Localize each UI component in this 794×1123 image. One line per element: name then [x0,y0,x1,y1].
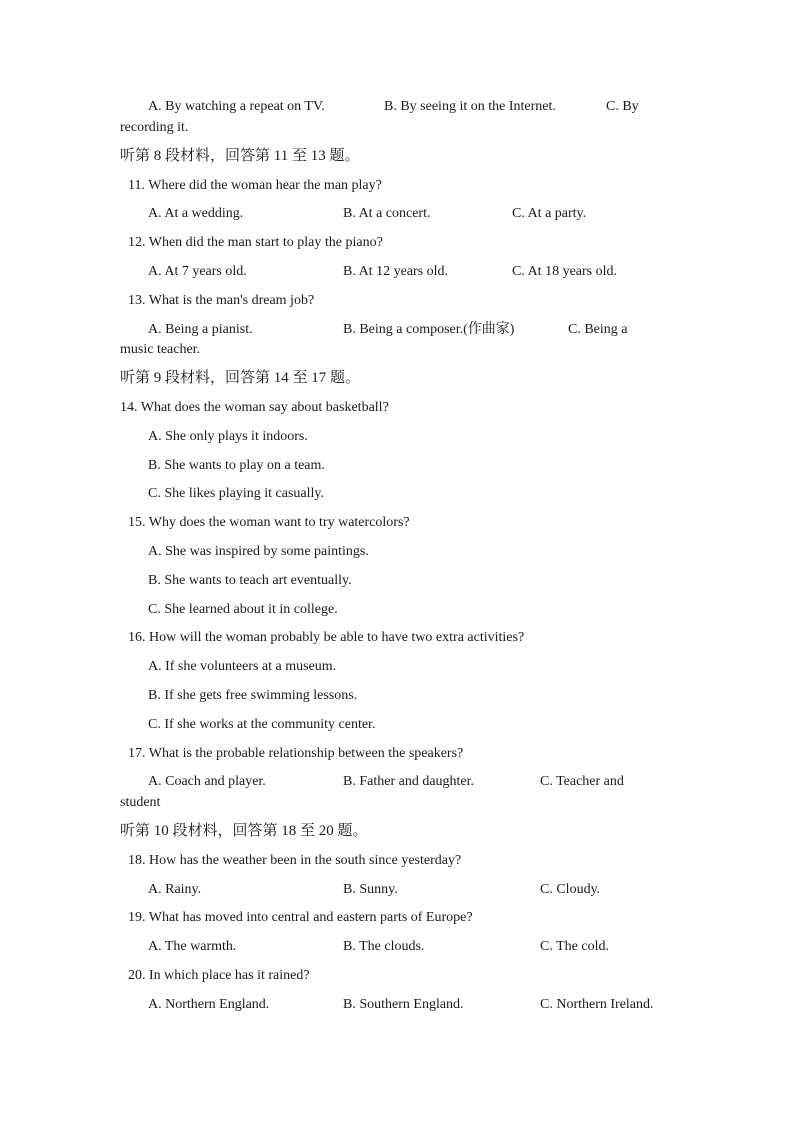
question-17: 17. What is the probable relationship between the speakers? [128,746,464,761]
option-18c: C. Cloudy. [540,882,601,897]
option-10c: C. By [606,99,639,114]
option-11c: C. At a party. [512,206,587,221]
option-11a: A. At a wedding. [148,206,244,221]
option-12a: A. At 7 years old. [148,264,247,279]
option-17a: A. Coach and player. [148,774,266,789]
option-10c-cont: recording it. [120,120,189,135]
option-13b: B. Being a composer.(作曲家) [343,322,515,337]
option-11b: B. At a concert. [343,206,431,221]
option-16b: B. If she gets free swimming lessons. [148,688,358,703]
option-15c: C. She learned about it in college. [148,602,338,617]
section-heading-9: 听第 9 段材料，回答第 14 至 17 题。 [120,370,361,386]
option-13a: A. Being a pianist. [148,322,253,337]
option-14b: B. She wants to play on a team. [148,458,325,473]
question-11: 11. Where did the woman hear the man play? [128,178,382,193]
question-14: 14. What does the woman say about basketball? [120,400,389,415]
option-20b: B. Southern England. [343,997,464,1012]
option-14a: A. She only plays it indoors. [148,429,308,444]
question-19: 19. What has moved into central and eastern parts of Europe? [128,910,473,925]
option-17b: B. Father and daughter. [343,774,475,789]
question-12: 12. When did the man start to play the piano? [128,235,383,250]
section-heading-8: 听第 8 段材料，回答第 11 至 13 题。 [120,148,360,164]
option-13c: C. Being a [568,322,628,337]
section-heading-10: 听第 10 段材料，回答第 18 至 20 题。 [120,823,368,839]
option-19c: C. The cold. [540,939,609,954]
option-19b: B. The clouds. [343,939,425,954]
option-12c: C. At 18 years old. [512,264,617,279]
option-18b: B. Sunny. [343,882,398,897]
option-16c: C. If she works at the community center. [148,717,376,732]
question-20: 20. In which place has it rained? [128,968,310,983]
option-16a: A. If she volunteers at a museum. [148,659,337,674]
option-15b: B. She wants to teach art eventually. [148,573,352,588]
question-13: 13. What is the man's dream job? [128,293,315,308]
option-12b: B. At 12 years old. [343,264,448,279]
option-10a: A. By watching a repeat on TV. [148,99,325,114]
question-15: 15. Why does the woman want to try watercolors? [128,515,410,530]
option-17c-cont: student [120,795,161,810]
option-20c: C. Northern Ireland. [540,997,654,1012]
option-20a: A. Northern England. [148,997,270,1012]
option-14c: C. She likes playing it casually. [148,486,325,501]
option-18a: A. Rainy. [148,882,202,897]
option-15a: A. She was inspired by some paintings. [148,544,369,559]
option-13c-cont: music teacher. [120,342,201,357]
question-18: 18. How has the weather been in the south since yesterday? [128,853,462,868]
option-10b: B. By seeing it on the Internet. [384,99,556,114]
option-19a: A. The warmth. [148,939,237,954]
option-17c: C. Teacher and [540,774,624,789]
question-16: 16. How will the woman probably be able to have two extra activities? [128,630,525,645]
